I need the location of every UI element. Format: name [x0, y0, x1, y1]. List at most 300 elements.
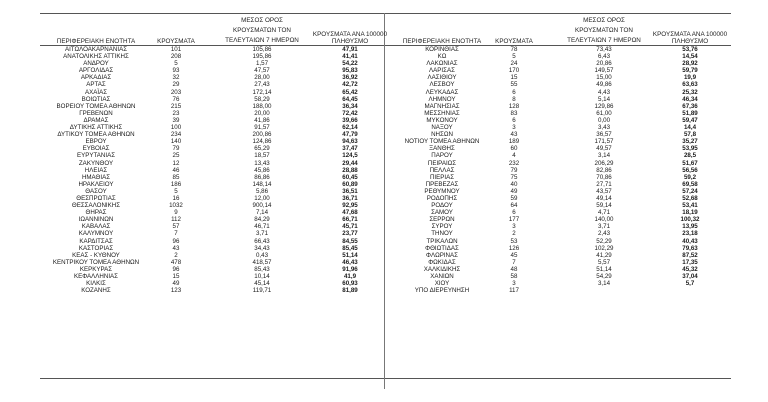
table-row: [40, 230, 384, 237]
cell-unit: ΤΗΝΟΥ: [431, 230, 453, 238]
table-row: [386, 110, 731, 117]
table-row: [386, 96, 731, 103]
cell-rate: 25,32: [682, 88, 698, 96]
cell-rate: 51,67: [682, 159, 698, 167]
cell-rate: 56,56: [682, 166, 698, 174]
cell-cases: 29: [172, 81, 180, 89]
table-row: [40, 89, 384, 96]
cell-rate: 124,5: [342, 152, 358, 160]
cell-cases: 32: [172, 74, 180, 82]
table-row: [40, 67, 384, 74]
table-row: [40, 81, 384, 88]
cell-cases: 76: [172, 95, 180, 103]
table-row: [40, 174, 384, 181]
cell-rate: 41,9: [343, 273, 357, 280]
cell-avg: 45,14: [254, 280, 270, 288]
cell-cases: 78: [510, 46, 518, 53]
cell-rate: 36,92: [342, 74, 358, 82]
cell-rate: 52,68: [682, 194, 698, 202]
cell-cases: 12: [172, 159, 180, 167]
table-row: [40, 96, 384, 103]
cell-avg: 188,00: [252, 102, 272, 110]
cell-cases: 64: [510, 202, 518, 210]
cell-avg: 70,86: [596, 173, 612, 181]
cell-unit: ΘΕΣΣΑΛΟΝΙΚΗΣ: [71, 202, 121, 210]
table-row: [40, 110, 384, 117]
cell-avg: 7,14: [255, 209, 269, 217]
cell-unit: ΞΑΝΘΗΣ: [429, 145, 455, 153]
cell-unit: ΑΝΔΡΟΥ: [83, 60, 109, 68]
cell-unit: ΤΡΙΚΑΛΩΝ: [426, 237, 458, 245]
cell-avg: 41,29: [596, 251, 612, 259]
cell-unit: ΔΡΑΜΑΣ: [83, 116, 109, 124]
cell-rate: 64,45: [342, 95, 358, 103]
cell-avg: 20,00: [254, 109, 270, 117]
cell-rate: 65,42: [342, 88, 358, 96]
cell-unit: ΛΕΣΒΟΥ: [429, 81, 455, 89]
cell-unit: ΚΕΑΣ - ΚΥΘΝΟΥ: [72, 251, 120, 259]
table-row: [40, 287, 384, 294]
cell-unit: ΑΙΤΩΛΟΑΚΑΡΝΑΝΙΑΣ: [64, 46, 128, 53]
cell-cases: 8: [512, 95, 516, 103]
cell-avg: 84,29: [254, 216, 270, 224]
cell-rate: 5,7: [685, 280, 695, 288]
cell-rate: 46,34: [682, 95, 698, 103]
cell-unit: ΚΩ: [437, 53, 447, 61]
cell-rate: 19,9: [683, 74, 697, 82]
cell-rate: 13,95: [682, 223, 698, 231]
cell-rate: 79,63: [682, 244, 698, 252]
cell-rate: 45,71: [342, 223, 358, 231]
cell-avg: 54,29: [596, 273, 612, 280]
table-row: [40, 145, 384, 152]
header-avg-line3: ΤΕΛΕΥΤΑΙΩΝ 7 ΗΜΕΡΩΝ: [567, 37, 641, 44]
table-row: [40, 188, 384, 195]
cell-cases: 3: [512, 280, 516, 288]
cell-unit: ΡΟΔΟΠΗΣ: [426, 194, 458, 202]
cell-rate: 47,68: [342, 209, 358, 217]
table-row: [40, 202, 384, 209]
cell-rate: 100,32: [680, 216, 700, 224]
table-row: [386, 124, 731, 131]
cell-cases: 43: [172, 244, 180, 252]
cell-unit: ΛΕΥΚΑΔΑΣ: [425, 88, 459, 96]
table-row: [40, 60, 384, 67]
cell-rate: 59,47: [682, 116, 698, 124]
cell-unit: ΚΑΡΔΙΤΣΑΣ: [79, 237, 113, 245]
cell-rate: 60,93: [342, 280, 358, 288]
cell-cases: 5: [512, 53, 516, 61]
table-row: [40, 103, 384, 110]
cell-cases: 40: [510, 180, 518, 188]
cell-unit: ΣΑΜΟΥ: [431, 209, 453, 217]
cell-cases: 6: [512, 209, 516, 217]
cell-unit: ΛΑΚΩΝΙΑΣ: [426, 60, 458, 68]
cell-cases: 170: [508, 67, 520, 75]
table-row: [40, 252, 384, 259]
cell-avg: 52,29: [596, 237, 612, 245]
cell-cases: 4: [512, 152, 516, 160]
cell-avg: 73,43: [596, 46, 612, 53]
cell-rate: 53,95: [682, 145, 698, 153]
table-row: [40, 245, 384, 252]
cell-avg: 10,14: [254, 273, 270, 280]
cell-rate: 18,19: [682, 209, 698, 217]
header-rate-line2: ΠΛΗΘΥΣΜΟ: [671, 38, 709, 45]
header-unit: ΠΕΡΙΦΕΡΕΙΑΚΗ ΕΝΟΤΗΤΑ: [56, 38, 136, 45]
cell-cases: 75: [510, 173, 518, 181]
cell-rate: 46,43: [342, 258, 358, 266]
cell-unit: ΚΕΡΚΥΡΑΣ: [79, 265, 113, 273]
cell-avg: 3,71: [255, 230, 269, 238]
cell-rate: 67,36: [682, 102, 698, 110]
cell-unit: ΛΑΣΙΘΙΟΥ: [427, 74, 457, 82]
table-row: [386, 103, 731, 110]
table-row: [386, 273, 731, 280]
header-rate-line1: ΚΡΟΥΣΜΑΤΑ ΑΝΑ 100000: [652, 31, 728, 38]
table-row: [40, 53, 384, 60]
cell-cases: 25: [172, 152, 180, 160]
cell-cases: 83: [510, 109, 518, 117]
cell-avg: 41,86: [254, 116, 270, 124]
cell-unit: ΑΡΤΑΣ: [86, 81, 106, 89]
cell-unit: ΕΥΒΟΙΑΣ: [82, 145, 110, 153]
cell-cases: 186: [170, 180, 182, 188]
cell-unit: ΚΟΖΑΝΗΣ: [81, 287, 111, 295]
cell-avg: 27,71: [596, 180, 612, 188]
cell-cases: 189: [508, 138, 520, 146]
cell-unit: ΡΕΘΥΜΝΟΥ: [424, 187, 460, 195]
cell-rate: 72,42: [342, 109, 358, 117]
cell-unit: ΕΒΡΟΥ: [85, 138, 107, 146]
top-border: [40, 13, 731, 14]
cell-unit: ΗΜΑΘΙΑΣ: [81, 173, 111, 181]
cell-cases: 478: [170, 258, 182, 266]
cell-cases: 57: [172, 223, 180, 231]
cell-cases: 203: [170, 88, 182, 96]
header-unit: ΠΕΡΙΦΕΡΕΙΑΚΗ ΕΝΟΤΗΤΑ: [402, 38, 482, 45]
cell-avg: 200,86: [252, 131, 272, 139]
cell-avg: 3,14: [597, 152, 611, 160]
cell-avg: 13,43: [254, 159, 270, 167]
cell-avg: 59,14: [596, 202, 612, 210]
cell-rate: 92,95: [342, 202, 358, 210]
cell-rate: 60,89: [342, 180, 358, 188]
table-row: [40, 160, 384, 167]
cell-cases: 5: [174, 187, 178, 195]
cell-unit: ΓΡΕΒΕΝΩΝ: [79, 109, 113, 117]
cell-rate: 91,96: [342, 265, 358, 273]
table-row: [40, 259, 384, 266]
cell-rate: 87,52: [682, 251, 698, 259]
right-data-table: [386, 46, 731, 294]
cell-avg: 6,43: [597, 53, 611, 61]
cell-avg: 124,86: [252, 138, 272, 146]
cell-cases: 117: [509, 287, 519, 295]
cell-rate: 63,63: [682, 81, 698, 89]
cell-avg: 86,86: [254, 173, 270, 181]
cell-rate: 62,14: [342, 124, 358, 132]
cell-avg: 5,86: [255, 187, 269, 195]
cell-unit: ΔΥΤΙΚΗΣ ΑΤΤΙΚΗΣ: [69, 124, 123, 132]
table-row: [386, 53, 731, 60]
cell-unit: ΠΙΕΡΙΑΣ: [429, 173, 455, 181]
cell-unit: ΦΩΚΙΔΑΣ: [428, 258, 456, 266]
cell-cases: 55: [510, 81, 518, 89]
cell-rate: 39,66: [342, 116, 358, 124]
cell-unit: ΚΕΝΤΡΙΚΟΥ ΤΟΜΕΑ ΑΘΗΝΩΝ: [52, 258, 140, 266]
table-row: [386, 152, 731, 159]
cell-cases: 79: [172, 145, 180, 153]
cell-avg: 3,71: [597, 223, 611, 231]
cell-avg: 171,57: [594, 138, 614, 146]
cell-cases: 53: [510, 237, 518, 245]
table-row: [386, 266, 731, 273]
cell-unit: ΑΝΑΤΟΛΙΚΗΣ ΑΤΤΙΚΗΣ: [63, 53, 129, 61]
cell-avg: 418,57: [252, 258, 272, 266]
cell-rate: 47,91: [342, 46, 358, 53]
cell-avg: 43,57: [596, 187, 612, 195]
cell-cases: 2: [174, 251, 178, 259]
cell-unit: ΛΗΜΝΟΥ: [428, 95, 456, 103]
table-row: [40, 238, 384, 245]
cell-avg: 149,57: [594, 67, 614, 75]
cell-avg: 82,86: [596, 166, 612, 174]
cell-avg: 4,71: [597, 209, 611, 217]
cell-avg: 20,86: [596, 60, 612, 68]
table-row: [40, 181, 384, 188]
cell-unit: ΙΩΑΝΝΙΝΩΝ: [78, 216, 114, 224]
cell-unit: ΠΑΡΟΥ: [431, 152, 453, 160]
cell-avg: 49,14: [596, 194, 612, 202]
table-row: [386, 138, 731, 145]
cell-unit: ΡΟΔΟΥ: [431, 202, 453, 210]
cell-rate: 37,47: [342, 145, 358, 153]
cell-unit: ΚΕΦΑΛΛΗΝΙΑΣ: [73, 273, 118, 280]
header-avg-line1: ΜΕΣΟΣ ΟΡΟΣ: [241, 17, 283, 24]
cell-cases: 123: [170, 287, 182, 295]
cell-avg: 66,43: [254, 237, 270, 245]
cell-cases: 3: [512, 124, 516, 132]
cell-unit: ΜΕΣΣΗΝΙΑΣ: [424, 109, 460, 117]
cell-avg: 0,00: [597, 116, 611, 124]
table-row: [40, 266, 384, 273]
cell-rate: 81,89: [342, 287, 358, 295]
cell-avg: 18,57: [254, 152, 270, 160]
cell-unit: ΒΟΙΩΤΙΑΣ: [81, 95, 111, 103]
cell-avg: 58,29: [254, 95, 270, 103]
cell-unit: ΝΑΞΟΥ: [431, 124, 453, 132]
cell-unit: ΚΑΛΥΜΝΟΥ: [78, 230, 114, 238]
cell-avg: 34,43: [254, 244, 270, 252]
cell-unit: ΜΑΓΝΗΣΙΑΣ: [424, 102, 460, 110]
cell-cases: 7: [512, 258, 516, 266]
cell-rate: 53,41: [682, 202, 698, 210]
cell-avg: 36,57: [596, 131, 612, 139]
cell-unit: ΧΑΛΚΙΔΙΚΗΣ: [423, 265, 461, 273]
cell-rate: 36,51: [342, 187, 358, 195]
cell-rate: 14,54: [682, 53, 698, 61]
cell-rate: 84,55: [342, 237, 358, 245]
cell-avg: 45,86: [254, 166, 270, 174]
table-row: [386, 81, 731, 88]
table-row: [40, 223, 384, 230]
cell-avg: 12,00: [254, 194, 270, 202]
cell-cases: 232: [508, 159, 520, 167]
cell-cases: 9: [174, 209, 178, 217]
cell-unit: ΚΟΡΙΝΘΙΑΣ: [425, 46, 459, 53]
cell-unit: ΚΑΣΤΟΡΙΑΣ: [78, 244, 114, 252]
cell-avg: 46,71: [254, 223, 270, 231]
cell-unit: ΚΑΒΑΛΑΣ: [81, 223, 111, 231]
table-row: [386, 259, 731, 266]
cell-unit: ΝΟΤΙΟΥ ΤΟΜΕΑ ΑΘΗΝΩΝ: [404, 138, 480, 146]
table-row: [386, 230, 731, 237]
cell-rate: 57,8: [683, 131, 697, 139]
header-rate-line2: ΠΛΗΘΥΣΜΟ: [331, 38, 369, 45]
cell-unit: ΘΑΣΟΥ: [85, 187, 107, 195]
cell-cases: 234: [170, 131, 182, 139]
cell-unit: ΝΗΣΩΝ: [431, 131, 453, 139]
table-row: [386, 174, 731, 181]
cell-avg: 91,57: [254, 124, 270, 132]
cell-unit: ΖΑΚΥΝΘΟΥ: [78, 159, 114, 167]
cell-cases: 101: [170, 46, 182, 53]
cell-unit: ΦΘΙΩΤΙΔΑΣ: [425, 244, 459, 252]
cell-avg: 206,29: [594, 159, 614, 167]
header-rate-line1: ΚΡΟΥΣΜΑΤΑ ΑΝΑ 100000: [312, 31, 388, 38]
cell-rate: 36,34: [342, 102, 358, 110]
cell-rate: 51,14: [342, 251, 358, 259]
cell-unit: ΣΥΡΟΥ: [431, 223, 453, 231]
cell-avg: 1,57: [255, 60, 269, 68]
cell-unit: ΑΡΓΟΛΙΔΑΣ: [78, 67, 114, 75]
table-row: [386, 202, 731, 209]
table-row: [386, 89, 731, 96]
cell-avg: 49,57: [596, 145, 612, 153]
table-row: [386, 46, 731, 53]
cell-avg: 27,43: [254, 81, 270, 89]
cell-cases: 7: [174, 230, 178, 238]
cell-cases: 15: [172, 273, 180, 280]
cell-avg: 3,14: [597, 280, 611, 288]
table-row: [40, 46, 384, 53]
table-row: [40, 124, 384, 131]
table-row: [386, 252, 731, 259]
cell-cases: 23: [172, 109, 180, 117]
cell-avg: 61,00: [596, 109, 612, 117]
cell-cases: 126: [508, 244, 520, 252]
cell-cases: 60: [510, 145, 518, 153]
cell-unit: ΛΑΡΙΣΑΣ: [429, 67, 455, 75]
table-row: [386, 209, 731, 216]
header-rate: [312, 31, 388, 45]
table-row: [386, 131, 731, 138]
table-row: [386, 117, 731, 124]
cell-unit: ΑΧΑΪΑΣ: [84, 88, 108, 96]
cell-cases: 43: [510, 131, 518, 139]
cell-avg: 148,14: [252, 180, 272, 188]
cell-cases: 6: [512, 116, 516, 124]
cell-rate: 51,89: [682, 109, 698, 117]
cell-unit: ΧΙΟΥ: [434, 280, 450, 288]
cell-rate: 14,4: [683, 124, 697, 132]
cell-unit: ΒΟΡΕΙΟΥ ΤΟΜΕΑ ΑΘΗΝΩΝ: [56, 102, 136, 110]
cell-avg: 105,86: [252, 46, 272, 53]
cell-avg: 4,43: [597, 88, 611, 96]
cell-rate: 66,71: [342, 216, 358, 224]
cell-unit: ΥΠΟ ΔΙΕΡΕΥΝΗΣΗ: [414, 287, 470, 295]
table-row: [40, 216, 384, 223]
cell-avg: 49,86: [596, 81, 612, 89]
cell-cases: 49: [172, 280, 180, 288]
cell-rate: 35,27: [682, 138, 698, 146]
cell-rate: 28,5: [683, 152, 697, 160]
table-row: [386, 245, 731, 252]
cell-cases: 24: [510, 60, 518, 68]
cell-cases: 177: [508, 216, 520, 224]
table-row: [386, 67, 731, 74]
cell-cases: 100: [170, 124, 182, 132]
table-row: [386, 181, 731, 188]
table-row: [386, 238, 731, 245]
cell-rate: 23,18: [682, 230, 698, 238]
cell-unit: ΔΥΤΙΚΟΥ ΤΟΜΕΑ ΑΘΗΝΩΝ: [57, 131, 135, 139]
cell-rate: 45,32: [682, 265, 698, 273]
cell-avg: 0,43: [255, 251, 269, 259]
cell-rate: 59,2: [683, 173, 697, 181]
cell-avg: 900,14: [252, 202, 272, 210]
cell-cases: 96: [172, 237, 180, 245]
cell-cases: 48: [510, 265, 518, 273]
bottom-border: [40, 378, 731, 379]
cell-avg: 129,86: [594, 102, 614, 110]
cell-rate: 85,45: [342, 244, 358, 252]
header-avg-line1: ΜΕΣΟΣ ΟΡΟΣ: [583, 17, 625, 24]
cell-unit: ΕΥΡΥΤΑΝΙΑΣ: [76, 152, 116, 160]
cell-avg: 5,14: [597, 95, 611, 103]
table-row: [40, 117, 384, 124]
cell-rate: 41,41: [342, 53, 358, 61]
cell-cases: 15: [510, 74, 518, 82]
cell-cases: 96: [172, 265, 180, 273]
table-row: [386, 223, 731, 230]
cell-cases: 49: [510, 187, 518, 195]
left-data-table: [40, 46, 384, 294]
table-row: [40, 209, 384, 216]
cell-avg: 2,43: [597, 230, 611, 238]
table-row: [40, 280, 384, 287]
cell-avg: 47,57: [254, 67, 270, 75]
table-row: [386, 145, 731, 152]
table-row: [386, 74, 731, 81]
cell-cases: 112: [171, 216, 181, 224]
cell-cases: 45: [510, 251, 518, 259]
header-cases: ΚΡΟΥΣΜΑΤΑ: [157, 38, 195, 45]
cell-cases: 140: [170, 138, 182, 146]
cell-unit: ΗΛΕΙΑΣ: [84, 166, 108, 174]
cell-avg: 15,00: [596, 74, 612, 82]
cell-avg: 119,71: [252, 287, 272, 295]
cell-cases: 79: [510, 166, 518, 174]
cell-unit: ΧΑΝΙΩΝ: [430, 273, 454, 280]
header-avg: [556, 17, 652, 44]
cell-cases: 1032: [169, 202, 183, 210]
header-rate: [650, 31, 730, 45]
cell-rate: 94,63: [342, 138, 358, 146]
cell-rate: 40,43: [682, 237, 698, 245]
cell-unit: ΗΡΑΚΛΕΙΟΥ: [78, 180, 114, 188]
